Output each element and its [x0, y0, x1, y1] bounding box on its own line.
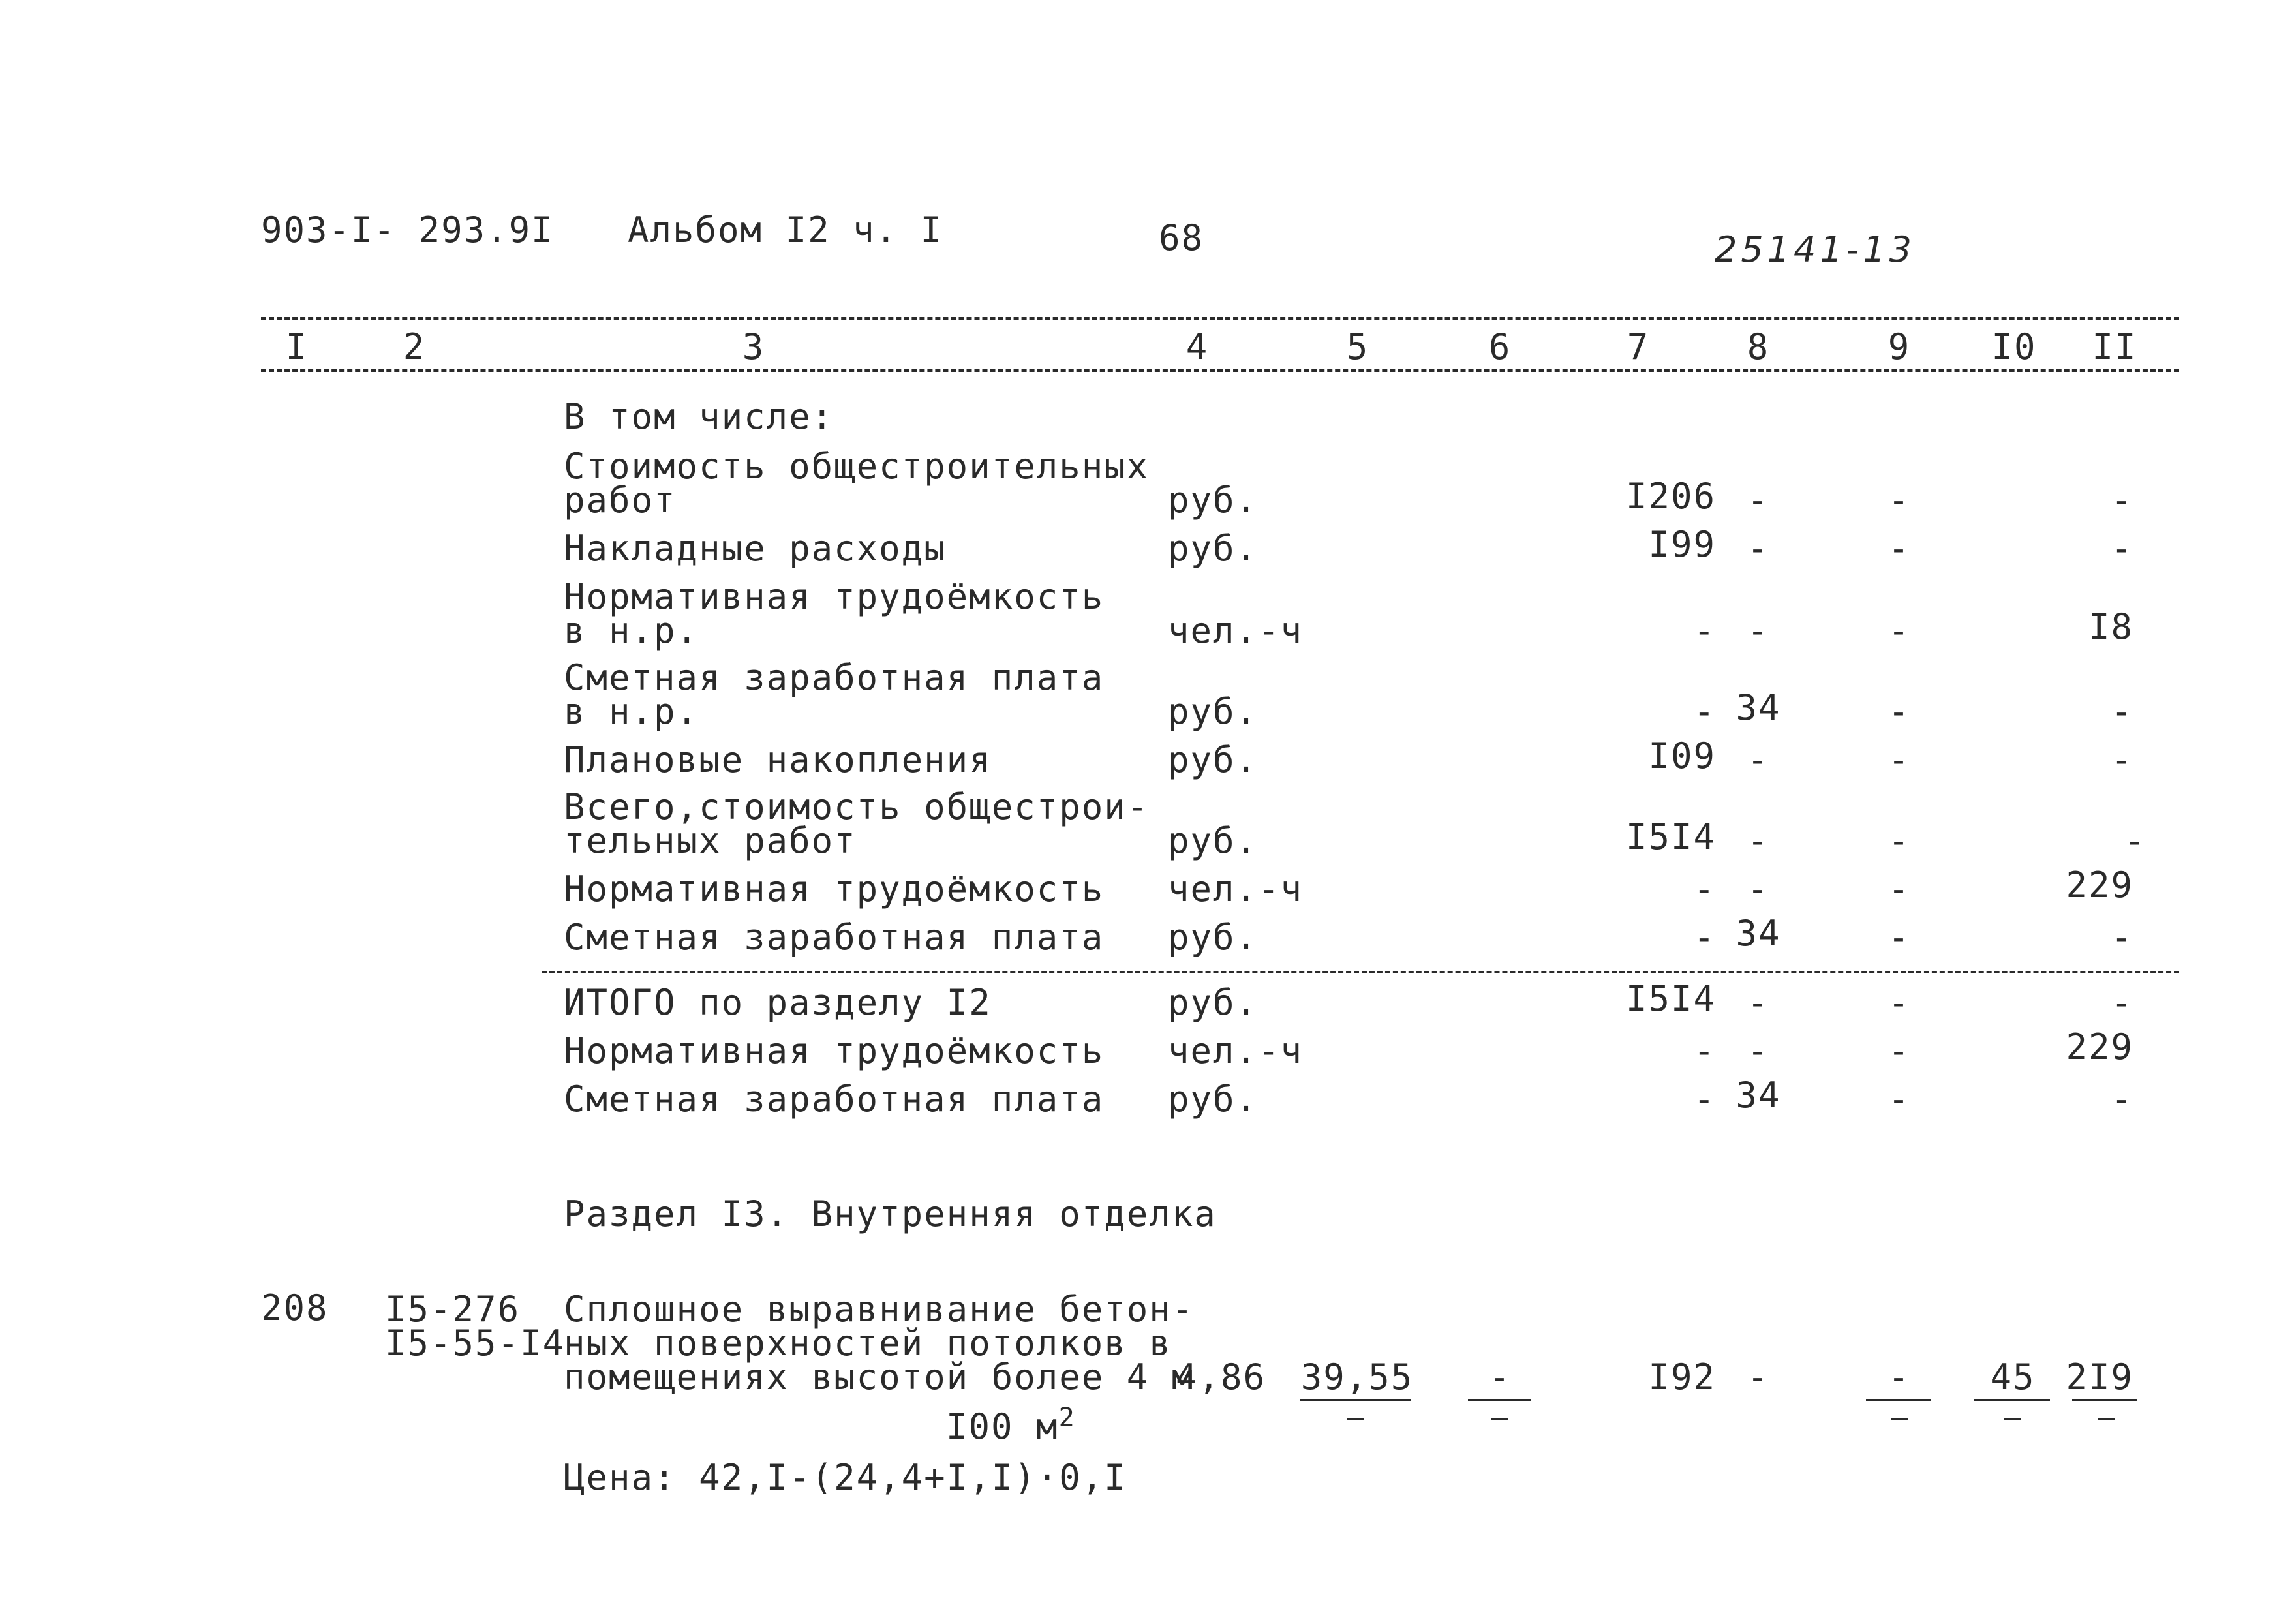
col-header: 8 [1747, 326, 1770, 367]
cell-col11: - [2111, 739, 2133, 780]
row-label: Всего,стоимость общестрои- [564, 786, 1150, 827]
sub-dash-col9 [1891, 1418, 1908, 1420]
col-header: 4 [1185, 326, 1209, 367]
row-label: Накладные расходы [564, 528, 947, 569]
item-code: I5-276 [385, 1289, 521, 1330]
cell-col7: - [1693, 1079, 1716, 1120]
underline-col9 [1866, 1399, 1931, 1401]
row-label: Нормативная трудоёмкость [564, 868, 1105, 910]
cell-col9: - [1887, 1356, 1911, 1398]
cell-col11: - [2111, 691, 2133, 732]
cell-col7: - [1693, 691, 1716, 732]
underline-col11 [2072, 1399, 2137, 1401]
row-unit: чел.-ч [1168, 1030, 1304, 1071]
cell-col7: I5I4 [1625, 816, 1716, 857]
cell-col7: - [1693, 1030, 1716, 1071]
col-header: 3 [742, 326, 765, 367]
page-number: 68 [1159, 217, 1204, 258]
cell-col11: - [2111, 982, 2133, 1023]
cell-col8: - [1747, 868, 1770, 910]
col-header: 7 [1627, 326, 1650, 367]
cell-col10: 45 [1990, 1356, 2036, 1398]
cell-col8: 34 [1735, 1075, 1781, 1116]
cell-col8: 34 [1735, 687, 1781, 728]
sub-dash-col10 [2004, 1418, 2021, 1420]
cell-col11: 2I9 [2066, 1356, 2133, 1398]
cell-col8: - [1747, 820, 1770, 861]
cell-col7: I09 [1648, 735, 1716, 776]
cell-col9: - [1887, 1030, 1911, 1071]
cell-col8: - [1747, 480, 1770, 521]
cell-col9: - [1887, 1079, 1911, 1120]
cell-col8: - [1747, 739, 1770, 780]
unit-base: I00 м [946, 1406, 1059, 1447]
row-label: Стоимость общестроительных [564, 446, 1150, 487]
row-label-cont: работ [564, 480, 677, 521]
cell-col11: - [2111, 917, 2133, 958]
cell-col8: - [1747, 1030, 1770, 1071]
item-description: ных поверхностей потолков в [564, 1323, 1172, 1364]
section-title: Раздел I3. Внутренняя отделка [564, 1193, 1217, 1234]
total-separator [542, 971, 2179, 973]
item-description: Сплошное выравнивание бетон- [564, 1289, 1195, 1330]
col-header: 9 [1887, 326, 1911, 367]
sub-dash-col5 [1347, 1418, 1364, 1420]
cell-col9: - [1887, 868, 1911, 910]
cell-col11: I8 [2088, 606, 2133, 647]
handwritten-stamp: 25141-13 [1715, 229, 1916, 270]
cell-col8: - [1747, 982, 1770, 1023]
cell-col11: - [2124, 820, 2147, 861]
cell-col4: 4,86 [1175, 1356, 1266, 1398]
total-label: Сметная заработная плата [564, 1079, 1105, 1120]
item-description: помещениях высотой более 4 м [564, 1356, 1195, 1398]
cell-col6: - [1488, 1356, 1512, 1398]
cell-col11: 229 [2066, 1026, 2133, 1067]
cell-col7: I5I4 [1625, 978, 1716, 1019]
col-header: II [2092, 326, 2137, 367]
total-label: ИТОГО по разделу I2 [564, 982, 992, 1023]
cell-col8: 34 [1735, 913, 1781, 954]
header-top-rule [261, 317, 2179, 320]
col-header: I0 [1991, 326, 2037, 367]
cell-col9: - [1887, 739, 1911, 780]
row-label-cont: в н.р. [564, 691, 699, 732]
col-header: I [285, 326, 309, 367]
row-label: Сметная заработная плата [564, 657, 1105, 698]
unit-exponent: 2 [1058, 1403, 1076, 1433]
cell-col7: - [1693, 917, 1716, 958]
row-unit: руб. [1168, 480, 1259, 521]
price-formula: Цена: 42,I-(24,4+I,I)·0,I [564, 1457, 1127, 1498]
cell-col9: - [1887, 480, 1911, 521]
cell-col11: - [2111, 528, 2133, 569]
col-header: 2 [403, 326, 426, 367]
underline-col10 [1974, 1399, 2050, 1401]
cell-col9: - [1887, 982, 1911, 1023]
underline-col5 [1300, 1399, 1411, 1401]
cell-col11: 229 [2066, 865, 2133, 906]
cell-col9: - [1887, 528, 1911, 569]
cell-col11: - [2111, 480, 2133, 521]
row-label: Сметная заработная плата [564, 917, 1105, 958]
item-code: I5-55-I4 [385, 1323, 566, 1364]
cell-col9: - [1887, 820, 1911, 861]
row-unit: руб. [1168, 1079, 1259, 1120]
row-unit: чел.-ч [1168, 868, 1304, 910]
cell-col11: - [2111, 1079, 2133, 1120]
underline-col6 [1468, 1399, 1531, 1401]
row-unit: чел.-ч [1168, 610, 1304, 651]
cell-col7: - [1693, 610, 1716, 651]
cell-col7: I92 [1648, 1356, 1716, 1398]
col-header: 6 [1488, 326, 1512, 367]
cell-col7: - [1693, 868, 1716, 910]
cell-col8: - [1747, 610, 1770, 651]
doc-number: 903-I- 293.9I [261, 209, 554, 251]
row-unit: руб. [1168, 691, 1259, 732]
cell-col9: - [1887, 691, 1911, 732]
row-unit: руб. [1168, 739, 1259, 780]
cell-col9: - [1887, 917, 1911, 958]
row-label-cont: тельных работ [564, 820, 857, 861]
cell-col7: I99 [1648, 524, 1716, 565]
row-label: Нормативная трудоёмкость [564, 576, 1105, 617]
album-label: Альбом I2 ч. I [628, 209, 943, 251]
sub-dash-col6 [1491, 1418, 1508, 1420]
row-label: Плановые накопления [564, 739, 992, 780]
cell-col8: - [1747, 1356, 1770, 1398]
header-bottom-rule [261, 369, 2179, 372]
item-unit [946, 1403, 1076, 1447]
cell-col9: - [1887, 610, 1911, 651]
sub-dash-col11 [2098, 1418, 2115, 1420]
total-label: Нормативная трудоёмкость [564, 1030, 1105, 1071]
cell-col7: I206 [1625, 476, 1716, 517]
row-unit: руб. [1168, 528, 1259, 569]
row-unit: руб. [1168, 982, 1259, 1023]
row-unit: руб. [1168, 820, 1259, 861]
row-label-cont: в н.р. [564, 610, 699, 651]
cell-col8: - [1747, 528, 1770, 569]
item-number: 208 [261, 1287, 329, 1328]
subtotal-heading: В том числе: [564, 396, 834, 437]
col-header: 5 [1346, 326, 1369, 367]
row-unit: руб. [1168, 917, 1259, 958]
cell-col5: 39,55 [1300, 1356, 1414, 1398]
